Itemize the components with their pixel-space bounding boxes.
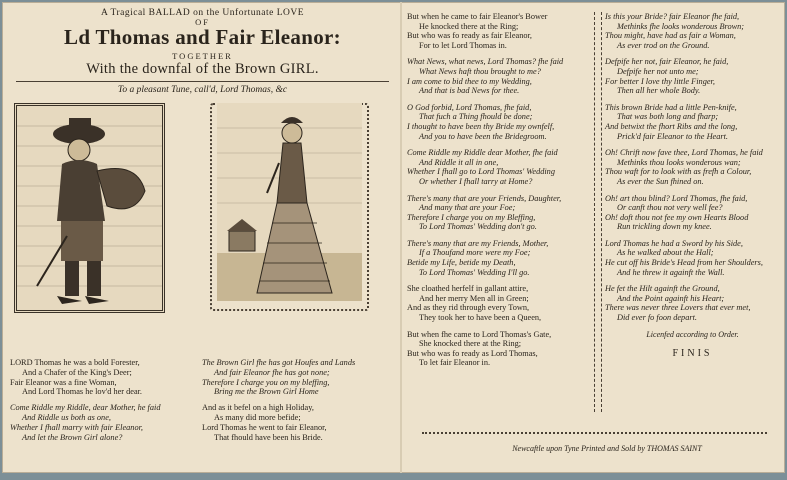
verse-line: And that is bad News for thee.: [419, 86, 520, 96]
verse-line: There was never three Lovers that ever met,: [605, 303, 751, 313]
verse-line: Whether I fhall go to Lord Thomas' Wedding: [407, 167, 555, 177]
verse-line: Come Riddle my Riddle, dear Mother, he faid: [10, 403, 161, 413]
verse-line: He fet the Hilt againft the Ground,: [605, 284, 720, 294]
printer-rule: [422, 432, 767, 434]
stanza: [10, 403, 195, 442]
verse-line: She knocked there at the Ring;: [419, 339, 522, 349]
stanza: [407, 330, 592, 368]
right-verse-column-2: [605, 12, 780, 359]
verse-line: I am come to bid thee to my Wedding,: [407, 76, 532, 86]
stanza: [605, 194, 780, 232]
verse-line: And her merry Men all in Green;: [419, 293, 529, 303]
verse-line: Lord Thomas he went to fair Eleanor,: [202, 422, 327, 432]
verse-line: But who was fo ready as Lord Thomas,: [407, 348, 538, 358]
finis: FINIS: [672, 348, 713, 360]
verse-line: That was both long and fharp;: [617, 112, 719, 122]
verse-line: As many did more befide;: [214, 412, 301, 422]
stanza: [605, 103, 780, 141]
title-together: TOGETHER: [172, 51, 233, 61]
stanza: [605, 57, 780, 95]
verse-line: Did ever fo foon depart.: [617, 313, 697, 323]
verse-line: What News haft thou brought to me?: [419, 66, 541, 76]
title-line-1: A Tragical BALLAD on the Unfortunate LOVE: [100, 8, 305, 18]
lady-woodcut: [217, 103, 362, 301]
verse-line: There's many that are my Friends, Mother,: [407, 238, 549, 248]
verse-line: And Riddle us both as one,: [22, 412, 111, 422]
stanza: [605, 12, 780, 50]
right-panel: [407, 12, 782, 467]
stanza: [202, 358, 387, 397]
verse-line: As ever the Sun fhined on.: [617, 176, 704, 186]
verse-line: Then all her whole Body.: [617, 86, 701, 96]
verse-line: Therefore I charge you on my bleffing,: [202, 377, 330, 387]
stanza: [605, 284, 780, 322]
verse-line: Thou might, have had as fair a Woman,: [605, 31, 736, 41]
verse-line: This brown Bride had a little Pen-knife,: [605, 102, 737, 112]
title-of: OF: [195, 17, 210, 27]
verse-line: Lord Thomas he had a Sword by his Side,: [605, 238, 743, 248]
ballad-title: Ld Thomas and Fair Eleanor:: [64, 25, 341, 49]
stanza: [605, 148, 780, 186]
verse-line: And he threw it againft the Wall.: [617, 267, 725, 277]
verse-line: And you to have been the Bridegroom.: [419, 131, 547, 141]
verse-line: Oh! doft thou not fee my own Hearts Blood: [605, 212, 749, 222]
tune-line: To a pleasant Tune, call'd, Lord Thomas, &c: [117, 85, 288, 95]
verse-line: Therefore I charge you on my Bleffing,: [407, 212, 536, 222]
verse-line: Oh! art thou blind? Lord Thomas, fhe faid,: [605, 193, 748, 203]
verse-line: Oh! Chrift now fave thee, Lord Thomas, he faid: [605, 148, 763, 158]
left-panel: [10, 8, 395, 468]
stanza: [202, 403, 387, 442]
stanza: [407, 284, 592, 322]
license-note: Licenfed according to Order.: [646, 329, 739, 339]
verse-line: Defpife her not unto me;: [617, 66, 699, 76]
stanza: [407, 148, 592, 186]
forester-woodcut: [14, 103, 165, 313]
verse-line: Bring me the Brown Girl Home: [214, 387, 319, 397]
verse-line: Run trickling down my knee.: [617, 222, 712, 232]
stanza: [407, 194, 592, 232]
verse-line: Is this your Bride? fair Eleanor fhe faid,: [605, 12, 740, 21]
verse-line: And many that are your Foe;: [419, 203, 516, 213]
verse-line: To Lord Thomas' Wedding I'll go.: [419, 267, 530, 277]
stanza: [407, 103, 592, 141]
left-verse-column-2: [202, 358, 387, 448]
verse-line: And betwixt the fhort Ribs and the long,: [605, 121, 738, 131]
verse-line: And the Point againft his Heart;: [617, 293, 725, 303]
column-divider: [594, 12, 602, 412]
verse-line: Fair Eleanor was a fine Woman,: [10, 377, 117, 387]
verse-line: As he walked about the Hall;: [617, 248, 714, 258]
verse-line: The Brown Girl fhe has got Houfes and Lands: [202, 358, 356, 367]
verse-line: What News, what news, Lord Thomas? fhe faid: [407, 57, 564, 67]
verse-line: And Riddle it all in one,: [419, 157, 499, 167]
verse-line: But when he came to fair Eleanor's Bower: [407, 12, 548, 21]
verse-line: That fhould have been his Bride.: [214, 432, 323, 442]
verse-line: There's many that are your Friends, Daughter,: [407, 193, 562, 203]
verse-line: LORD Thomas he was a bold Forester,: [10, 358, 140, 367]
verse-line: She cloathed herfelf in gallant attire,: [407, 284, 529, 294]
stanza: [407, 239, 592, 277]
verse-line: I thought to have been thy Bride my ownfelf,: [407, 121, 555, 131]
verse-line: He cut off his Bride's Head from her Shoulders,: [605, 258, 763, 268]
verse-line: Thou waft for to look with as frefh a Colour,: [605, 167, 752, 177]
center-fold: [400, 2, 402, 473]
verse-line: Come Riddle my Riddle dear Mother, fhe faid: [407, 148, 558, 158]
stanza: [605, 239, 780, 277]
stanza: [407, 57, 592, 95]
verse-line: To Lord Thomas' Wedding don't go.: [419, 222, 537, 232]
left-verse-column: [10, 358, 195, 448]
verse-line: To let fair Eleanor in.: [419, 358, 491, 368]
verse-line: But who was fo ready as fair Eleanor,: [407, 31, 533, 41]
verse-line: Prick'd fair Eleanor to the Heart.: [617, 131, 728, 141]
verse-line: Whether I fhall marry with fair Eleanor,: [10, 422, 143, 432]
verse-line: For to let Lord Thomas in.: [419, 40, 507, 50]
broadside-sheet: [2, 2, 785, 473]
verse-line: Or whether I fhall tarry at Home?: [419, 176, 533, 186]
verse-line: O God forbid, Lord Thomas, fhe faid,: [407, 102, 532, 112]
verse-line: And fair Eleanor fhe has got none;: [214, 367, 330, 377]
verse-line: Defpife her not, fair Eleanor, he faid,: [605, 57, 729, 67]
verse-line: And as they rid through every Town,: [407, 303, 530, 313]
stanza: [10, 358, 195, 397]
verse-line: They took her to have been a Queen,: [419, 313, 542, 323]
verse-line: He knocked there at the Ring;: [419, 21, 519, 31]
verse-line: And Lord Thomas he lov'd her dear.: [22, 387, 143, 397]
printer-imprint: Newcaftle upon Tyne Printed and Sold by THOMAS SAINT: [512, 444, 702, 453]
right-verse-column: [407, 12, 592, 375]
woodcut-images: [10, 103, 395, 313]
verse-line: That fuch a Thing fhould be done;: [419, 112, 533, 122]
ballad-subtitle: With the downfal of the Brown GIRL.: [86, 61, 319, 77]
verse-line: Betide my Life, betide my Death,: [407, 258, 516, 268]
verse-line: But when fhe came to Lord Thomas's Gate,: [407, 329, 552, 339]
verse-line: And as it befel on a high Holiday,: [202, 403, 314, 413]
stanza: [407, 12, 592, 50]
header-rule: [16, 81, 389, 82]
verse-line: Methinks fhe looks wonderous Brown;: [617, 21, 745, 31]
verse-line: And a Chafer of the King's Deer;: [22, 367, 132, 377]
verse-line: As ever trod on the Ground.: [617, 40, 710, 50]
verse-line: For better I love thy little Finger,: [605, 76, 715, 86]
verse-line: Methinks thou looks wonderous wan;: [617, 157, 741, 167]
verse-line: If a Thoufand more were my Foe;: [419, 248, 531, 258]
verse-line: Or canft thou not very well fee?: [617, 203, 723, 213]
verse-line: And let the Brown Girl alone?: [22, 432, 123, 442]
